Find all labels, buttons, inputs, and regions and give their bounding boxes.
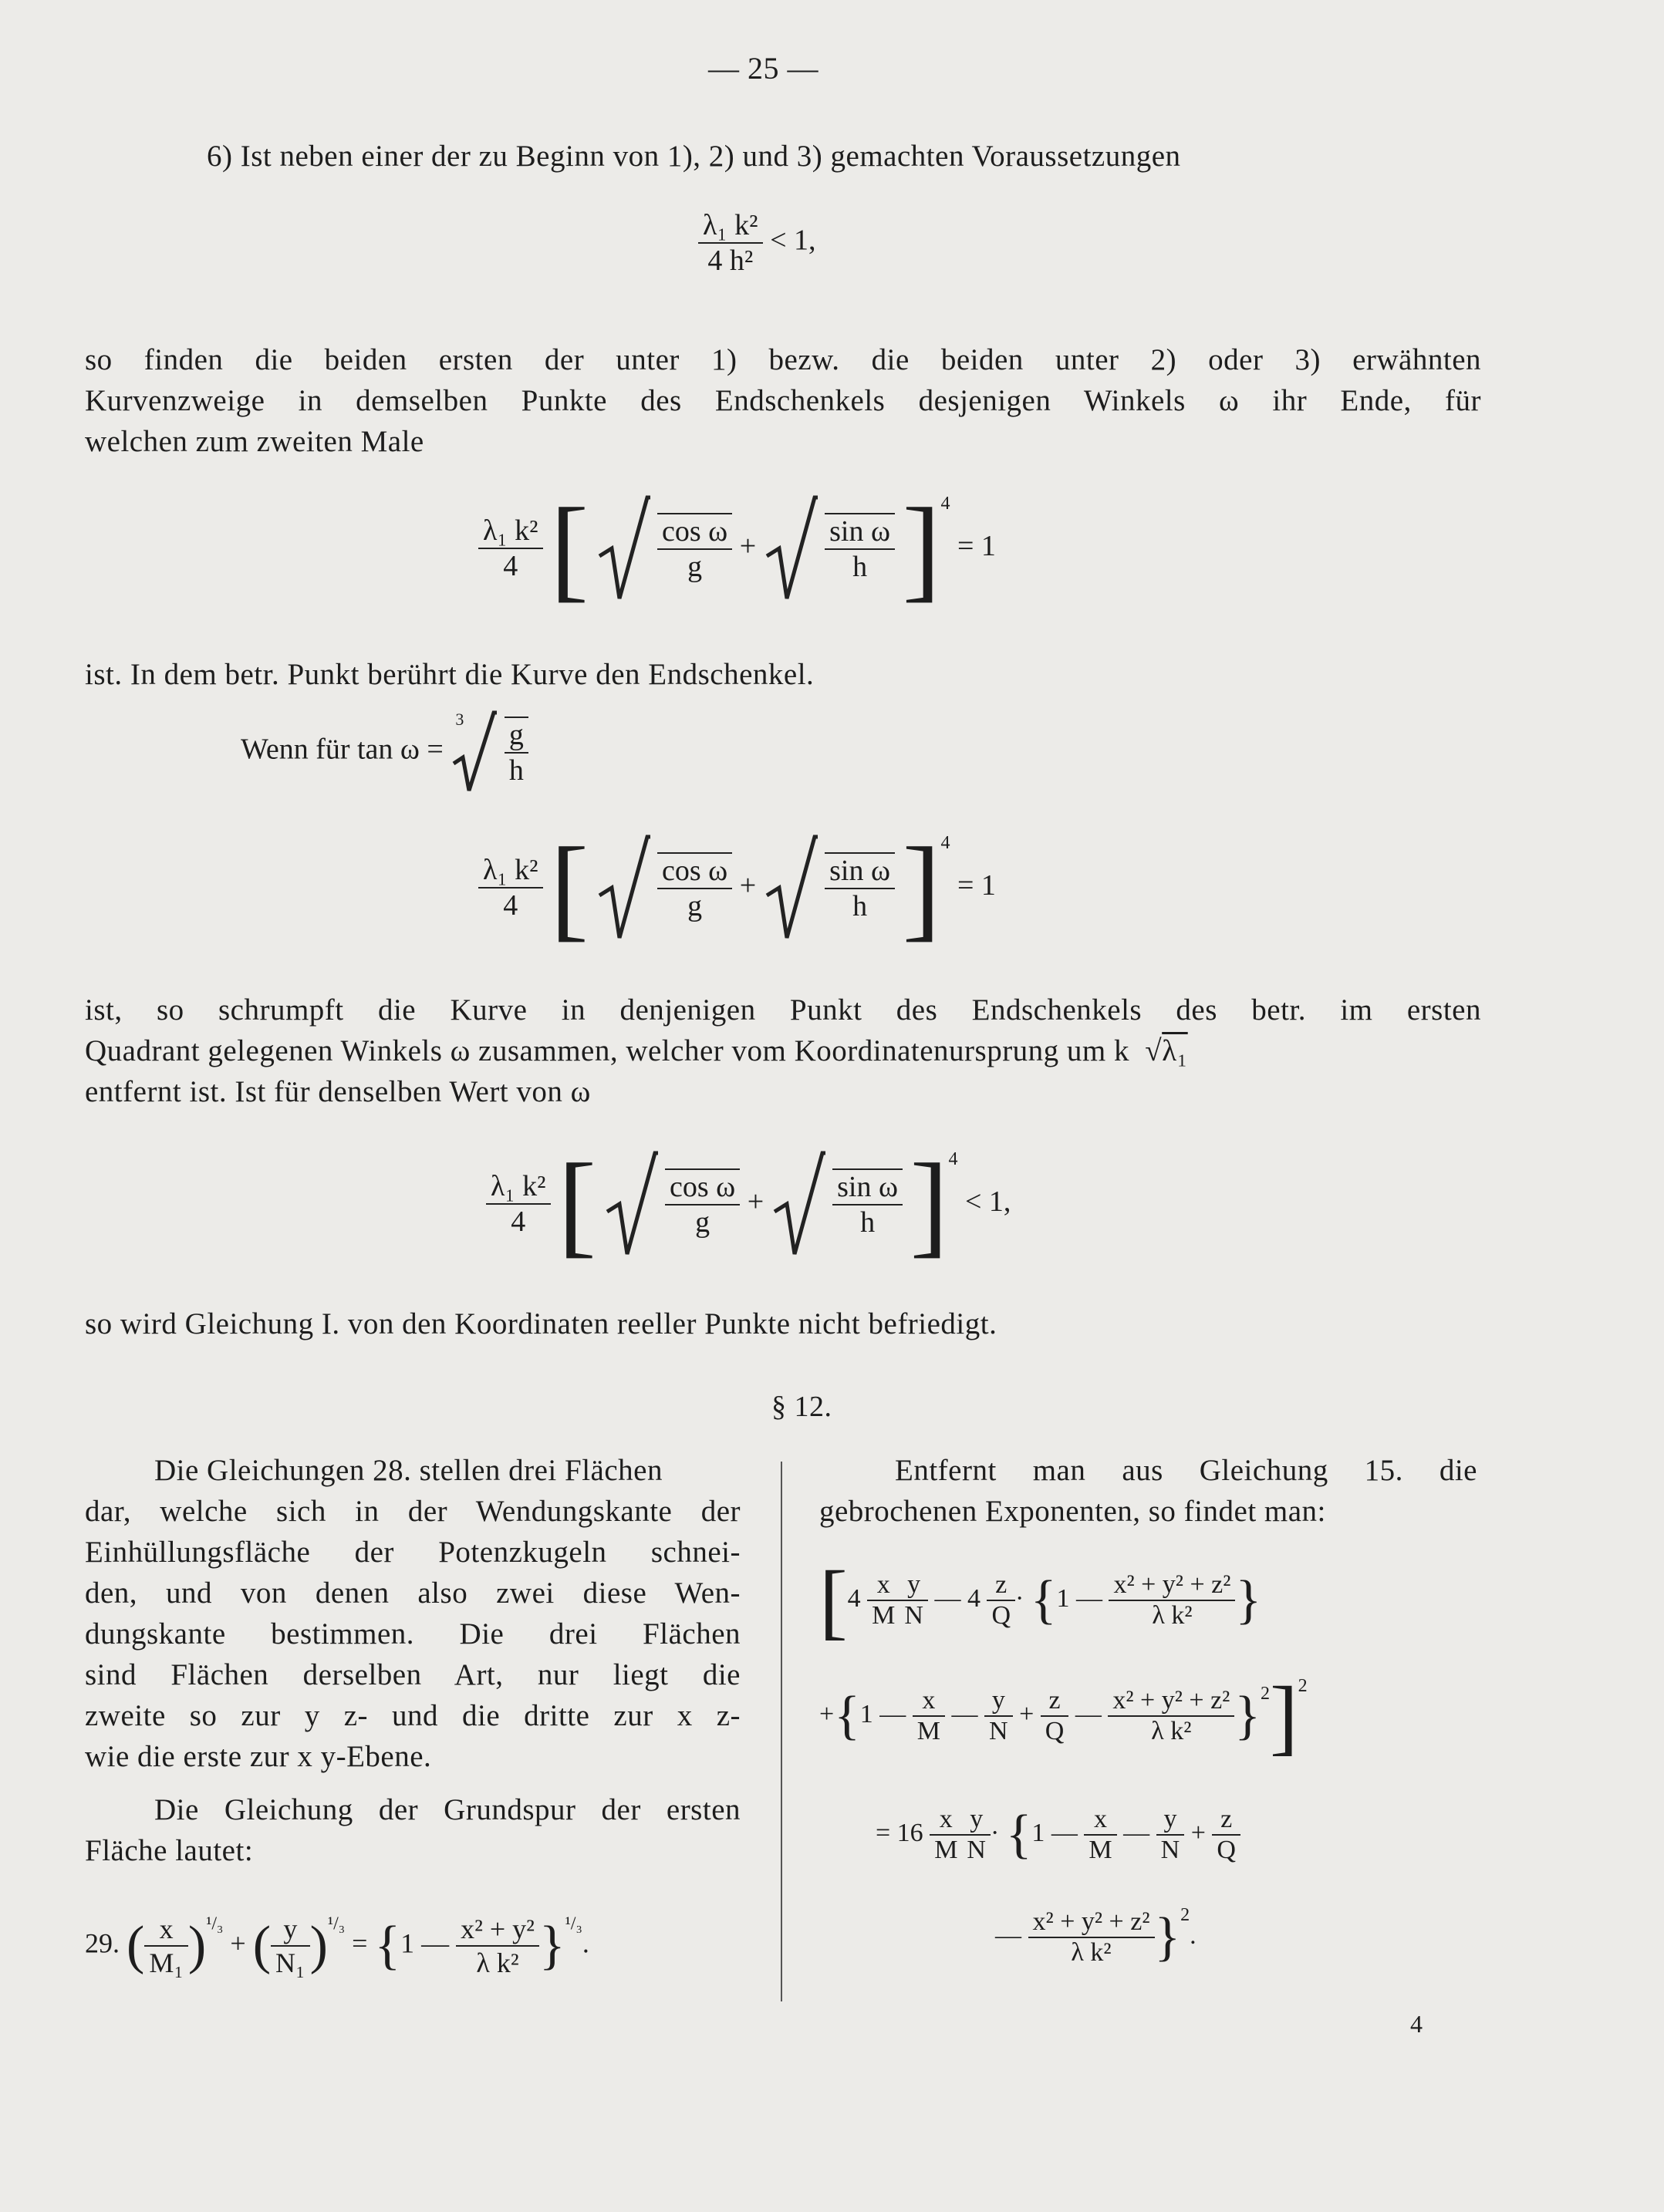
left-line-4: den, und von denen also zwei diese Wen- bbox=[85, 1576, 741, 1610]
right-line-2: gebrochenen Exponenten, so findet man: bbox=[819, 1495, 1326, 1528]
equation-B: +{1 — $\frac{x}{M}$ — $\frac{y}{N}$ + $\frac{z}{Q}$ — $\frac{\text{x² + y² + z²}}{\text{λ k²}}$ }$^2$]$^2$ bbox=[819, 1669, 1308, 1763]
sqrt-lambda: √λ₁ bbox=[1145, 1034, 1188, 1067]
equation-tan: Wenn für tan ω = 3 $\frac{g}{h}$ bbox=[241, 710, 528, 794]
left-line-3: Einhüllungsfläche der Potenzkugeln schnei- bbox=[85, 1536, 741, 1569]
text-line-10: so wird Gleichung I. von den Koordinaten reeller Punkte nicht befriedigt. bbox=[85, 1307, 997, 1340]
right-line-1: Entfernt man aus Gleichung 15. die bbox=[895, 1454, 1477, 1487]
left-paragraph-1: Die Gleichungen 28. stellen drei Flächen bbox=[154, 1454, 663, 1487]
left-line-6: sind Flächen derselben Art, nur liegt die bbox=[85, 1658, 741, 1691]
left-line-2: dar, welche sich in der Wendungskante der bbox=[85, 1495, 741, 1528]
equation-29: 29. ( $\frac{x}{\text{M₁}}$ )$^{^1/_3}$ + ( $\frac{y}{\text{N₁}}$ )$^{^1/_3}$ = {1 — $\frac{\text{x² + y²}}{\text{λ k²}}$ }$^{^1/_3}$. bbox=[85, 1914, 589, 1978]
text-line-9: entfernt ist. Ist für denselben Wert von ω bbox=[85, 1075, 591, 1108]
equation-D: — $\frac{\text{x² + y² + z²}}{\text{λ k²}}$ }$^2$. bbox=[995, 1905, 1197, 1968]
left-line-7: zweite so zur y z- und die dritte zur x z- bbox=[85, 1699, 741, 1732]
equation-A: [4 $\frac{x}{M}$ $\frac{y}{N}$ — 4 $\frac{z}{Q}$ · {1 — $\frac{\text{x² + y² + z²}}{\text{λ k²}}$ } bbox=[819, 1553, 1262, 1647]
left-line-8: wie die erste zur x y-Ebene. bbox=[85, 1740, 432, 1773]
page-number: — 25 — bbox=[708, 51, 818, 86]
text-line-8: Quadrant gelegenen Winkels ω zusammen, welcher vom Koordinatenursprung um k √λ₁ bbox=[85, 1034, 1188, 1067]
left-line-9: Die Gleichung der Grundspur der ersten bbox=[154, 1793, 741, 1826]
text-line-2: so finden die beiden ersten der unter 1) bezw. die beiden unter 2) oder 3) erwähnten bbox=[85, 343, 1481, 376]
left-line-5: dungskante bestimmen. Die drei Flächen bbox=[85, 1617, 741, 1651]
text-line-4: welchen zum zweiten Male bbox=[85, 425, 424, 458]
equation-main-3: $\frac{\text{λ₁ k²}}{4}$ [ $\frac{\text{cos ω}}{g}$ + $\frac{\text{sin ω}}{h}$ ]$^4$ < 1, bbox=[486, 1149, 1011, 1258]
equation-main-1: $\frac{\text{λ₁ k²}}{4}$ [ $\frac{\text{cos ω}}{g}$ + $\frac{\text{sin ω}}{h}$ ]$^4$ = 1 bbox=[478, 494, 996, 602]
text-line-1: 6) Ist neben einer der zu Beginn von 1), 2) und 3) gemachten Voraussetzungen bbox=[207, 140, 1181, 173]
equation-condition: $\frac{\text{λ₁ k²}}{\text{4 h²}}$ < 1, bbox=[698, 208, 816, 278]
section-mark: § 12. bbox=[771, 1391, 832, 1423]
equation-C: = 16 $\frac{x}{M}$ $\frac{y}{N}$ · {1 — $\frac{x}{M}$ — $\frac{y}{N}$ + $\frac{z}{Q}$ bbox=[876, 1805, 1240, 1865]
text-line-3: Kurvenzweige in demselben Punkte des Endschenkels desjenigen Winkels ω ihr Ende, für bbox=[85, 384, 1481, 417]
text-line-5: ist. In dem betr. Punkt berührt die Kurve den Endschenkel. bbox=[85, 658, 815, 691]
column-divider bbox=[781, 1462, 782, 2001]
equation-main-2: $\frac{\text{λ₁ k²}}{4}$ [ $\frac{\text{cos ω}}{g}$ + $\frac{\text{sin ω}}{h}$ ]$^4$ = 1 bbox=[478, 833, 996, 942]
left-line-10: Fläche lautet: bbox=[85, 1834, 254, 1867]
text-line-7: ist, so schrumpft die Kurve in denjenigen Punkt des Endschenkels des betr. im ersten bbox=[85, 993, 1481, 1027]
sheet-number: 4 bbox=[1410, 2010, 1423, 2038]
